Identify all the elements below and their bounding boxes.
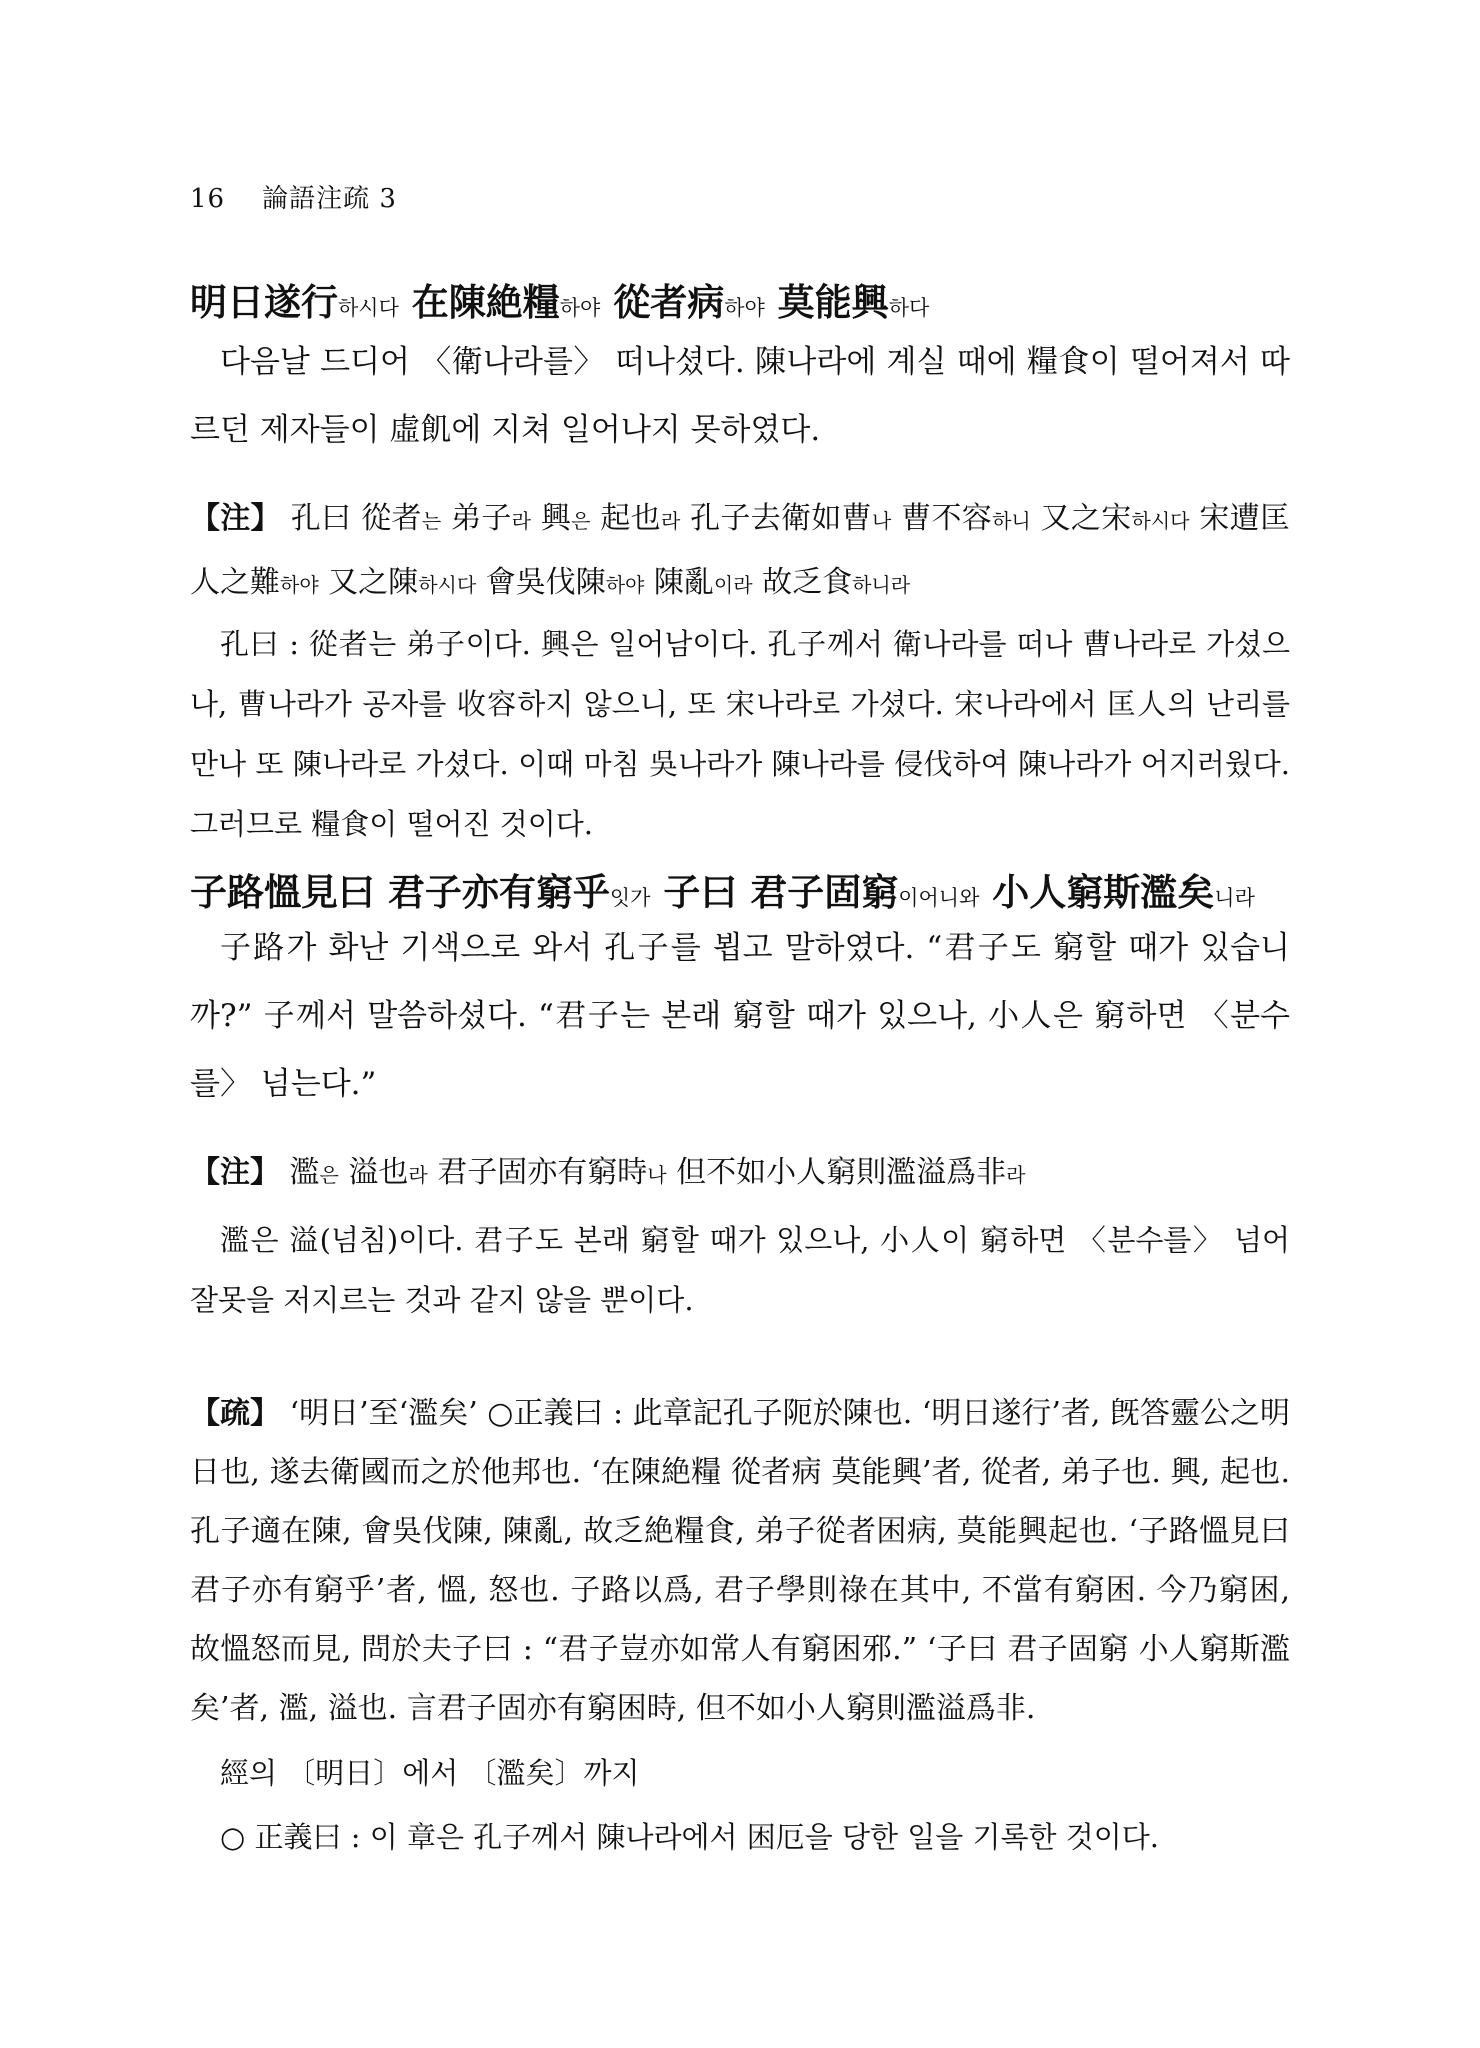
reading-mark: 하니라 bbox=[852, 573, 911, 597]
section-2-note bbox=[190, 1142, 1290, 1206]
reading-mark: 라 bbox=[1006, 1163, 1026, 1187]
reading-mark: 하야 bbox=[605, 573, 645, 597]
reading-mark: 하시다 bbox=[418, 573, 477, 597]
page-number: 16 bbox=[190, 184, 226, 214]
text-run: 孔子去衛如曹 bbox=[680, 501, 872, 536]
section-1-translation: 다음날 드디어 〈衛나라를〉 떠나셨다. 陳나라에 계실 때에 糧食이 떨어져서 따르던 제자들이 虛飢에 지쳐 일어나지 못하였다. bbox=[190, 344, 1290, 448]
commentary bbox=[190, 1384, 1290, 1738]
reading-mark: 이어니와 bbox=[898, 886, 980, 910]
note-tag: 【注】 bbox=[190, 501, 281, 536]
commentary-translation-2: ○ 正義曰 : 이 章은 孔子께서 陳나라에서 困厄을 당한 일을 기록한 것이다. bbox=[220, 1820, 1159, 1854]
reading-mark: 라 bbox=[511, 509, 531, 533]
book-title: 論語注疏 3 bbox=[262, 184, 397, 214]
page-header bbox=[190, 178, 397, 215]
text-run: 明日遂行 bbox=[190, 280, 338, 324]
reading-mark: 는 bbox=[421, 509, 442, 533]
section-2-note-text bbox=[280, 1155, 1026, 1190]
reading-mark: 하시다 bbox=[338, 296, 399, 320]
reading-mark: 나 bbox=[872, 509, 892, 533]
text-run: 弟子 bbox=[441, 501, 512, 536]
reading-mark: 하다 bbox=[888, 296, 930, 320]
text-run: 濫 bbox=[280, 1155, 320, 1190]
commentary-translation-1: 經의 〔明日〕에서 〔濫矣〕까지 bbox=[220, 1756, 640, 1790]
section-2-note-translation: 濫은 溢(넘침)이다. 君子도 본래 窮할 때가 있으나, 小人이 窮하면 〈분수를〉 넘어 잘못을 저지르는 것과 같지 않을 뿐이다. bbox=[190, 1223, 1290, 1317]
text-run: 莫能興 bbox=[764, 280, 889, 324]
text-run: 君子固亦有窮時 bbox=[427, 1155, 648, 1190]
reading-mark: 은 bbox=[319, 1163, 339, 1187]
text-run: 陳亂 bbox=[644, 565, 714, 600]
section-2-verse bbox=[190, 862, 1290, 916]
text-run: 小人窮斯濫矣 bbox=[979, 870, 1215, 914]
reading-mark: 하니 bbox=[992, 509, 1031, 533]
reading-mark: 하야 bbox=[280, 573, 319, 597]
text-run: 孔曰 從者 bbox=[280, 501, 422, 536]
text-run: 但不如小人窮則濫溢爲非 bbox=[666, 1155, 1007, 1190]
reading-mark: 잇가 bbox=[609, 886, 651, 910]
text-run: 從者病 bbox=[600, 280, 725, 324]
reading-mark: 하야 bbox=[724, 296, 765, 320]
text-run: 起也 bbox=[590, 501, 661, 536]
section-1-note bbox=[190, 488, 1290, 616]
text-run: 在陳絶糧 bbox=[398, 280, 560, 324]
reading-mark: 이라 bbox=[713, 573, 753, 597]
text-run: 會吳伐陳 bbox=[476, 565, 606, 600]
text-run: 溢也 bbox=[338, 1155, 409, 1190]
reading-mark: 하시다 bbox=[1131, 509, 1190, 533]
reading-mark: 라 bbox=[408, 1163, 428, 1187]
reading-mark: 라 bbox=[660, 509, 681, 533]
text-run: 又之陳 bbox=[318, 565, 419, 600]
reading-mark: 나 bbox=[647, 1163, 667, 1187]
commentary-tag: 【疏】 bbox=[190, 1396, 281, 1431]
reading-mark: 니라 bbox=[1214, 886, 1255, 910]
text-run: 興 bbox=[531, 501, 572, 536]
reading-mark: 은 bbox=[571, 509, 591, 533]
text-run: 曹不容 bbox=[891, 501, 993, 536]
section-1-note-text bbox=[190, 501, 1290, 600]
text-run: 子曰 君子固窮 bbox=[650, 870, 899, 914]
text-run: 故乏食 bbox=[752, 565, 853, 600]
section-1-verse bbox=[190, 272, 1290, 326]
section-2-translation: 子路가 화난 기색으로 와서 孔子를 뵙고 말하였다. “君子도 窮할 때가 있습니까?” 子께서 말씀하셨다. “君子는 본래 窮할 때가 있으나, 小人은 窮하면 〈분수를〉 넘는다.” bbox=[190, 930, 1290, 1102]
note-tag: 【注】 bbox=[190, 1155, 280, 1190]
text-run: 又之宋 bbox=[1030, 501, 1132, 536]
section-1-note-translation: 孔曰 : 從者는 弟子이다. 興은 일어남이다. 孔子께서 衛나라를 떠나 曹나라로 가셨으나, 曹나라가 공자를 收容하지 않으니, 또 宋나라로 가셨다. 宋나라에서 匡人의 난리를 만나 또 陳나라로 가셨다. 이때 마침 吳나라가 陳나라를 侵伐하여 陳나라가 어지러웠다. 그러므로 糧食이 떨어진 것이다. bbox=[190, 627, 1290, 841]
commentary-text: ‘明日’至‘濫矣’ ○正義曰 : 此章記孔子阨於陳也. ‘明日遂行’者, 旣答靈公之明日也, 遂去衛國而之於他邦也. ‘在陳絶糧 從者病 莫能興’者, 從者, 弟子也. 興, 起也. 孔子適在陳, 會吳伐陳, 陳亂, 故乏絶糧食, 弟子從者困病, 莫能興起也. ‘子路慍見曰 君子亦有窮乎’者, 慍, 怒也. 子路以爲, 君子學則祿在其中, 不當有窮困. 今乃窮困, 故慍怒而見, 問於夫子曰 : “君子豈亦如常人有窮困邪.” ‘子曰 君子固窮 小人窮斯濫矣’者, 濫, 溢也. 言君子固亦有窮困時, 但不如小人窮則濫溢爲非. bbox=[190, 1396, 1290, 1726]
text-run: 宋遭匡人之難 bbox=[190, 501, 1290, 600]
reading-mark: 하야 bbox=[559, 296, 601, 320]
text-run: 子路慍見曰 君子亦有窮乎 bbox=[190, 870, 610, 914]
